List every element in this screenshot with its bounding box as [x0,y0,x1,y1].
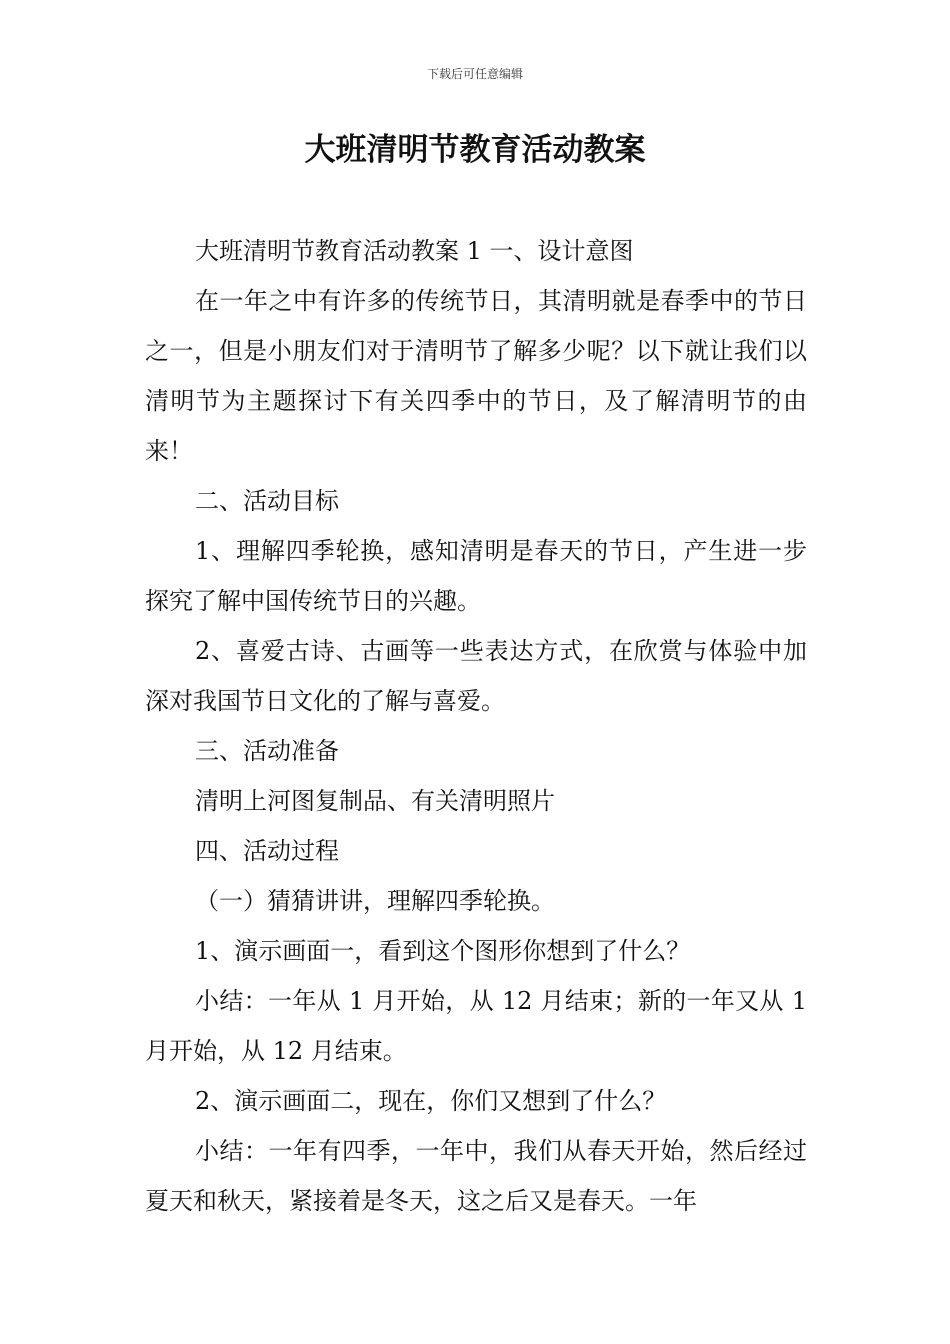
paragraph-design-intent: 在一年之中有许多的传统节日，其清明就是春季中的节日之一，但是小朋友们对于清明节了解多少呢？以下就让我们以清明节为主题探讨下有关四季中的节日，及了解清明节的由来！ [145,287,807,465]
paragraph-section-heading-3: 三、活动准备 [195,737,339,765]
paragraph-step-heading-1: （一）猜猜讲讲，理解四季轮换。 [195,887,555,915]
paragraph-summary-2: 小结：一年有四季，一年中，我们从春天开始，然后经过夏天和秋天，紧接着是冬天，这之后又是春天。一年 [145,1137,807,1215]
paragraph-materials: 清明上河图复制品、有关清明照片 [195,787,555,815]
paragraph-step-1: 1、演示画面一，看到这个图形你想到了什么？ [195,937,691,965]
document-body [145,226,807,1226]
paragraph-goal-1: 1、理解四季轮换，感知清明是春天的节日，产生进一步探究了解中国传统节日的兴趣。 [145,537,807,615]
paragraph-step-2: 2、演示画面二，现在，你们又想到了什么？ [195,1087,667,1115]
paragraph-section-heading-4: 四、活动过程 [195,837,339,865]
paragraph-goal-2: 2、喜爱古诗、古画等一些表达方式，在欣赏与体验中加深对我国节日文化的了解与喜爱。 [145,637,807,715]
document-title: 大班清明节教育活动教案 [304,132,646,168]
paragraph-summary-1: 小结：一年从 1 月开始，从 12 月结束；新的一年又从 1 月开始，从 12 月结束。 [145,987,807,1065]
paragraph-section-heading-1: 大班清明节教育活动教案 1 一、设计意图 [195,237,634,265]
header-note: 下载后可任意编辑 [426,67,523,81]
paragraph-section-heading-2: 二、活动目标 [195,487,339,515]
